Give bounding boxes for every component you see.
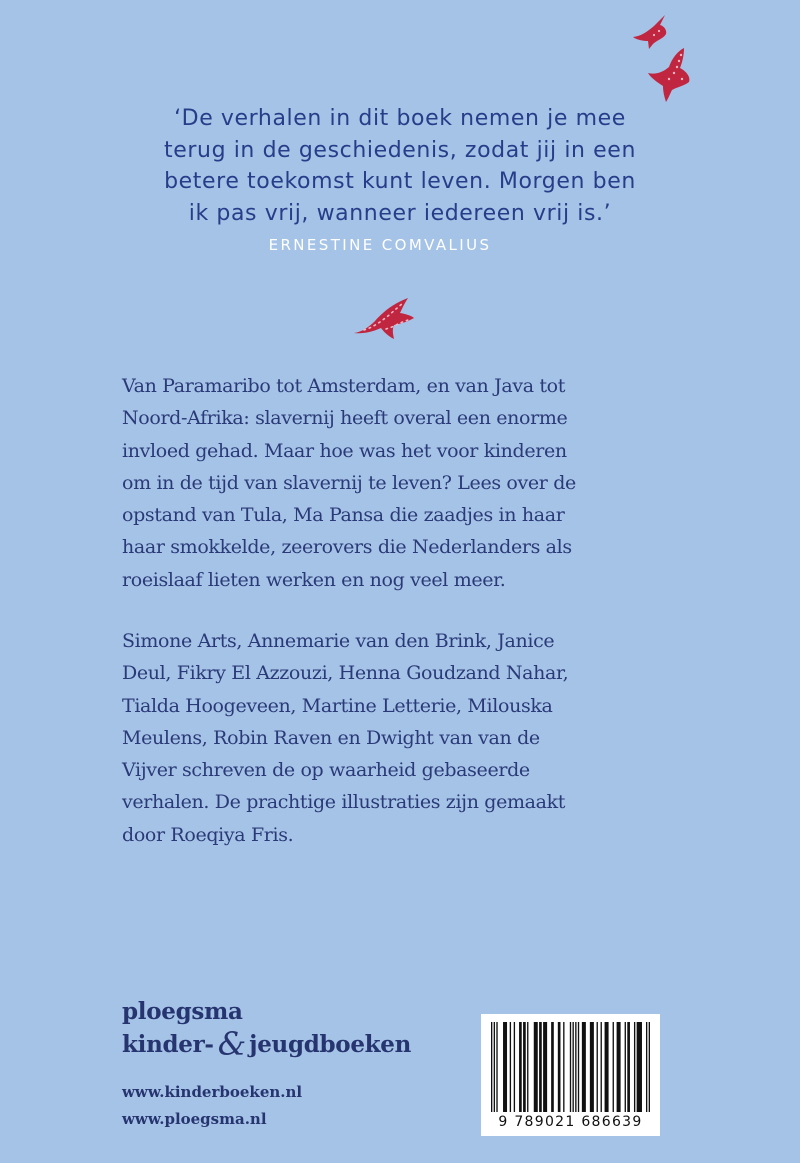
barcode-bar <box>575 1022 576 1112</box>
barcode-bar <box>578 1022 579 1112</box>
barcode-bar <box>503 1022 507 1112</box>
blurb-paragraph-2 <box>122 625 682 851</box>
publisher-kinder: kinder- <box>122 1031 214 1058</box>
quote-line: betere toekomst kunt leven. Morgen ben <box>164 169 636 194</box>
barcode-bar <box>637 1022 642 1112</box>
text-line: Meulens, Robin Raven en Dwight van van de <box>122 726 540 749</box>
blurb-paragraph-1 <box>122 370 682 596</box>
barcode-bar <box>627 1022 630 1112</box>
quote-author: ERNESTINE COMVALIUS <box>268 236 492 254</box>
barcode-bar <box>617 1022 621 1112</box>
text-line: Van Paramaribo tot Amsterdam, en van Java tot <box>122 375 566 397</box>
barcode-bar <box>534 1022 538 1112</box>
text-line: Tialda Hoogeveen, Martine Letterie, Milouska <box>122 694 553 717</box>
publisher-subline <box>122 1025 412 1063</box>
website-link[interactable]: www.ploegsma.nl <box>122 1110 267 1128</box>
quote-line: ik pas vrij, wanneer iedereen vrij is.’ <box>188 200 612 226</box>
text-line: opstand van Tula, Ma Pansa die zaadjes in haar <box>122 504 565 527</box>
bird-icon-top-small <box>630 14 670 50</box>
text-line: verhalen. De prachtige illustraties zijn gemaakt <box>122 791 566 814</box>
text-line: om in de tijd van slavernij te leven? Lees over de <box>122 471 576 494</box>
barcode <box>481 1014 660 1136</box>
barcode-bar <box>563 1022 564 1112</box>
barcode-bar <box>613 1022 614 1112</box>
barcode-bar <box>510 1022 511 1112</box>
publisher-urls <box>122 1079 302 1133</box>
quote <box>0 103 800 229</box>
barcode-bar <box>539 1022 542 1112</box>
quote-line: ‘De verhalen in dit boek nemen je mee <box>174 106 626 131</box>
text-line: Vijver schreven de op waarheid gebaseerde <box>122 759 530 782</box>
barcode-bar <box>590 1022 594 1112</box>
text-line: door Roeqiya Fris. <box>122 823 294 846</box>
barcode-bar <box>625 1022 626 1112</box>
publisher-name: ploegsma <box>122 998 243 1025</box>
quote-line: terug in de geschiedenis, zodat jij in een <box>164 137 636 163</box>
barcode-bar <box>558 1022 561 1112</box>
barcode-bar <box>573 1022 574 1112</box>
barcode-bar <box>605 1022 609 1112</box>
publisher-logo <box>122 995 411 1061</box>
text-line: Deul, Fikry El Azzouzi, Henna Goudzand Nahar, <box>122 662 569 685</box>
barcode-bar <box>551 1022 554 1112</box>
barcode-bar <box>523 1022 526 1112</box>
barcode-bar <box>496 1022 497 1112</box>
bird-icon-top-large <box>644 46 692 104</box>
text-line: invloed gehad. Maar hoe was het voor kinderen <box>122 439 567 462</box>
barcode-bar <box>646 1022 647 1112</box>
barcode-bar <box>514 1022 515 1112</box>
barcode-bars <box>491 1022 650 1112</box>
barcode-bar <box>601 1022 602 1112</box>
barcode-bar <box>527 1022 528 1112</box>
bird-icon-middle <box>352 296 416 340</box>
barcode-bar <box>597 1022 598 1112</box>
barcode-digits: 9 789021 686639 <box>498 1114 643 1130</box>
text-line: Simone Arts, Annemarie van den Brink, Janice <box>122 630 555 652</box>
website-link[interactable]: www.kinderboeken.nl <box>122 1083 303 1101</box>
barcode-bar <box>634 1022 635 1112</box>
barcode-bar <box>494 1022 495 1112</box>
text-line: haar smokkelde, zeerovers die Nederlanders als <box>122 536 572 559</box>
publisher-jeugdboeken: jeugdboeken <box>249 1031 412 1058</box>
text-line: Noord-Afrika: slavernij heeft overal een enorme <box>122 407 568 430</box>
barcode-bar <box>570 1022 571 1112</box>
publisher-ampersand: & <box>217 1025 247 1063</box>
barcode-bar <box>649 1022 650 1112</box>
barcode-bar <box>582 1022 586 1112</box>
barcode-bar <box>491 1022 492 1112</box>
barcode-bar <box>543 1022 547 1112</box>
barcode-bar <box>519 1022 522 1112</box>
text-line: roeislaaf lieten werken en nog veel meer. <box>122 568 506 591</box>
